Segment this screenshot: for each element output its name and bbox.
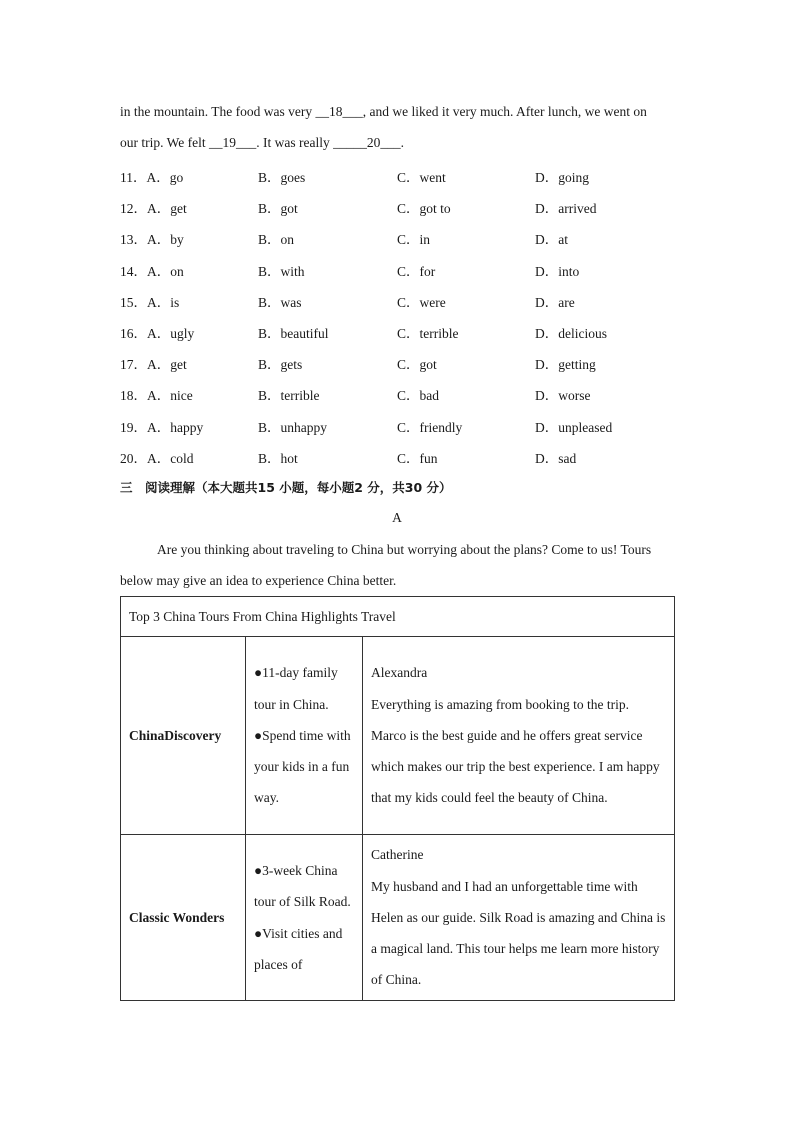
option-c: C．fun <box>397 450 438 466</box>
option-d: D．are <box>535 294 575 310</box>
option-d: D．unpleased <box>535 419 613 435</box>
blank-19: __19___ <box>209 135 257 150</box>
option-d: D．worse <box>535 388 591 404</box>
option-b: B．was <box>258 294 302 310</box>
passage-text: , and we liked it very much. After lunch, we went on <box>362 104 647 119</box>
review-text: My husband and I had an unforgettable time with Helen as our guide. Silk Road is amazing and China is a magical land. This tour helps me learn more history of China. <box>371 878 666 988</box>
option-c: C．bad <box>397 388 439 404</box>
option-c: C．were <box>397 294 446 310</box>
blank-18: __18___ <box>315 104 363 119</box>
passage-text: . <box>400 135 404 150</box>
option-b: B．on <box>258 232 295 248</box>
reviewer-name: Alexandra <box>371 665 428 681</box>
intro-paragraph: Are you thinking about traveling to China but worrying about the plans? Come to us! Tours below may give an idea to experience China better. <box>120 542 652 588</box>
tour-features <box>246 637 363 835</box>
tour-name: ChinaDiscovery <box>121 637 246 835</box>
passage-line-2 <box>120 135 404 151</box>
passage-text: our trip. We felt <box>120 135 210 150</box>
part-label: A <box>392 510 402 525</box>
passage-text: . It was really <box>256 135 334 150</box>
tour-review <box>363 637 675 835</box>
passage-line-1 <box>120 104 647 120</box>
tour-features <box>246 835 363 1001</box>
feature-item: ●Visit cities and places of <box>254 925 343 972</box>
option-b: B．with <box>258 263 305 279</box>
feature-item: ●Spend time with your kids in a fun way. <box>254 727 351 806</box>
option-d: D．sad <box>535 450 577 466</box>
blank-20: _____20___ <box>333 135 401 150</box>
option-b: B．hot <box>258 450 298 466</box>
option-a: 20．A．cold <box>120 450 194 466</box>
option-a: 11．A．go <box>120 170 184 185</box>
option-c: C．got to <box>397 201 451 217</box>
option-a: 19．A．happy <box>120 419 204 435</box>
section-title: 三 阅读理解（本大题共15 小题，每小题2 分，共30 分） <box>120 480 452 495</box>
option-a: 16．A．ugly <box>120 326 195 341</box>
tours-table <box>120 596 675 1001</box>
option-c: C．for <box>397 263 436 279</box>
table-header: Top 3 China Tours From China Highlights Travel <box>121 597 675 637</box>
table-row <box>121 637 675 835</box>
option-a: 14．A．on <box>120 263 184 279</box>
option-b: B．got <box>258 201 298 217</box>
option-b: B．gets <box>258 357 303 373</box>
review-text: Everything is amazing from booking to the trip. Marco is the best guide and he offers great service which makes our trip the best experience. I am happy that my kids could feel the beauty of China. <box>371 696 660 806</box>
table-row <box>121 835 675 1001</box>
feature-item: ●3-week China tour of Silk Road. <box>254 862 351 910</box>
option-b: B．beautiful <box>258 326 329 341</box>
reviewer-name: Catherine <box>371 847 424 863</box>
tour-name: Classic Wonders <box>121 835 246 1001</box>
option-a: 17．A．get <box>120 357 187 373</box>
option-d: D．going <box>535 170 589 185</box>
option-c: C．terrible <box>397 326 459 341</box>
option-c: C．friendly <box>397 419 463 435</box>
option-d: D．at <box>535 232 568 248</box>
option-a: 15．A．is <box>120 294 180 310</box>
option-a: 12．A．get <box>120 201 187 217</box>
option-b: B．terrible <box>258 388 320 404</box>
option-a: 13．A．by <box>120 232 184 248</box>
option-c: C．in <box>397 232 431 248</box>
option-b: B．unhappy <box>258 419 327 435</box>
tour-review <box>363 835 675 1001</box>
option-a: 18．A．nice <box>120 388 193 404</box>
option-d: D．into <box>535 263 580 279</box>
option-c: C．went <box>397 170 446 185</box>
option-b: B．goes <box>258 170 306 185</box>
option-d: D．arrived <box>535 201 597 217</box>
option-d: D．getting <box>535 357 596 373</box>
feature-item: ●11-day family tour in China. <box>254 665 338 712</box>
table-header-row <box>121 597 675 637</box>
passage-text: in the mountain. The food was very <box>120 104 316 119</box>
option-d: D．delicious <box>535 326 607 341</box>
option-c: C．got <box>397 357 437 373</box>
